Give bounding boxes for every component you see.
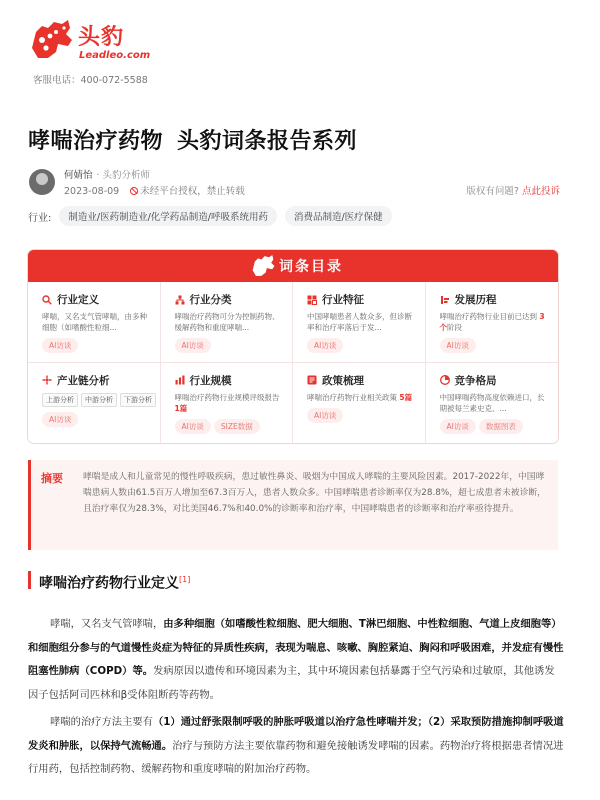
- author-role: · 头豹分析师: [96, 170, 151, 181]
- ai-interview-pill[interactable]: AI访谈: [175, 419, 211, 434]
- ai-interview-pill[interactable]: AI访谈: [440, 419, 476, 434]
- catalog-grid: [28, 282, 558, 443]
- report-title: 哮喘治疗药物: [28, 129, 164, 154]
- industry-label: 行业:: [28, 212, 52, 224]
- report-series: 头豹词条报告系列: [177, 129, 358, 154]
- chain-chips: [42, 393, 160, 407]
- catalog-item-desc: 哮喘，又名支气管哮喘，由多种细胞（如嗜酸性粒细...: [42, 312, 147, 332]
- ai-interview-pill[interactable]: AI访谈: [307, 408, 343, 423]
- industry-tags: [28, 206, 392, 226]
- catalog-panel: [28, 250, 558, 443]
- policy-icon: [307, 375, 317, 385]
- data-chart-pill[interactable]: 数据图表: [479, 419, 523, 434]
- catalog-item-title: 产业链分析: [57, 374, 110, 387]
- no-entry-icon: [130, 187, 138, 195]
- author-name[interactable]: 何婧怡: [64, 170, 93, 181]
- author-line: [64, 167, 150, 181]
- catalog-item-title: 政策梳理: [322, 374, 364, 387]
- catalog-item-desc: 中国哮喘药物高度依赖进口，长期被每兰素史克、...: [439, 392, 545, 413]
- chain-icon: [42, 375, 52, 385]
- repost-notice: 未经平台授权，禁止转载: [130, 186, 245, 197]
- catalog-item-title: 行业规模: [189, 374, 232, 387]
- catalog-item-desc: 哮喘治疗药物可分为控制药物、缓解药物和重度哮喘...: [174, 312, 280, 332]
- catalog-item-title: 行业特征: [322, 294, 364, 306]
- copyright-question: 版权有问题?: [466, 186, 519, 197]
- reference-marker[interactable]: [1]: [179, 575, 191, 584]
- catalog-item-chain[interactable]: [28, 363, 161, 444]
- definition-paragraph: 哮喘，又名支气管哮喘，由多种细胞（如嗜酸性粒细胞、肥大细胞、T淋巴细胞、中性粒细胞、气道上皮细胞等）和细胞组分参与的气道慢性炎症为特征的异质性疾病，表现为喘息、咳嗽、胸腔紧迫、胸闷和呼吸困难，并发症有慢性阻塞性肺病（COPD）等。发病原因以遗传和环境因素为主，其中环境因素包括暴露于空气污染和过敏原，其他诱发因子包括阿司匹林和β受体阻断药等药物。: [28, 618, 564, 701]
- ai-interview-pill[interactable]: AI访谈: [175, 338, 211, 353]
- page-title: [28, 124, 357, 155]
- hierarchy-icon: [175, 295, 185, 305]
- pie-icon: [440, 375, 450, 385]
- publish-meta: [64, 183, 245, 197]
- catalog-item-competition[interactable]: [426, 363, 559, 444]
- grid-icon: [307, 295, 317, 305]
- catalog-item-definition[interactable]: [28, 282, 161, 363]
- brand-name: 头豹: [78, 25, 125, 50]
- catalog-item-title: 竞争格局: [454, 374, 497, 387]
- ai-interview-pill[interactable]: AI访谈: [307, 338, 343, 353]
- midstream-chip[interactable]: 中游分析: [81, 393, 117, 407]
- ai-interview-pill[interactable]: AI访谈: [42, 338, 78, 353]
- leadleo-logo[interactable]: [28, 14, 158, 68]
- catalog-header: [28, 250, 558, 282]
- customer-hotline: 客服电话：400-072-5588: [33, 75, 148, 86]
- size-data-pill[interactable]: SIZE数据: [214, 419, 260, 434]
- catalog-item-title: 行业分类: [189, 294, 232, 306]
- ai-interview-pill[interactable]: AI访谈: [42, 412, 78, 427]
- catalog-item-desc: 中国哮喘患者人数众多，但诊断率和治疗率落后于发...: [307, 312, 412, 332]
- catalog-item-desc: 哮喘治疗药物行业目前已达到 3个阶段: [439, 312, 545, 332]
- bar-chart-icon: [175, 375, 185, 385]
- brand-site: Leadleo.com: [79, 50, 151, 61]
- industry-tag[interactable]: 消费品制造/医疗保健: [285, 206, 392, 226]
- catalog-item-policy[interactable]: [293, 363, 426, 444]
- complaint-link[interactable]: 点此投诉: [521, 186, 560, 197]
- publish-date: 2023-08-09: [64, 186, 120, 197]
- magnifier-icon: [42, 295, 52, 305]
- industry-tag[interactable]: 制造业/医药制造业/化学药品制造/呼吸系统用药: [59, 206, 277, 226]
- section-title: 哮喘治疗药物行业定义[1]: [28, 571, 190, 589]
- catalog-item-history[interactable]: [426, 282, 559, 363]
- abstract-label: 摘要: [41, 472, 63, 485]
- catalog-item-title: 行业定义: [57, 294, 99, 306]
- leopard-logo-icon: [28, 18, 74, 62]
- catalog-title: 词条目录: [279, 259, 343, 275]
- catalog-item-scale[interactable]: [161, 363, 294, 444]
- timeline-icon: [440, 295, 450, 305]
- catalog-item-title: 发展历程: [454, 294, 497, 306]
- catalog-item-features[interactable]: [293, 282, 426, 363]
- treatment-paragraph: 哮喘的治疗方法主要有（1）通过舒张限制呼吸的肿胀呼吸道以治疗急性哮喘并发；（2）采取预防措施抑制呼吸道发炎和肿胀，以保持气流畅通。治疗与预防方法主要依靠药物和避免接触诱发哮喘的因素。药物治疗将根据患者情况进行用药，包括控制药物、缓解药物和重度哮喘的附加治疗药物。: [28, 716, 564, 775]
- abstract-text: 哮喘是成人和儿童常见的慢性呼吸疾病，患过敏性鼻炎、吸烟为中国成人哮喘的主要风险因素。2017-2022年，中国哮喘患病人数由61.5百万人增加至67.3百万人，患者人数众多。中国哮喘患者诊断率仅为28.8%，超七成患者未被诊断，且治疗率仅为28.3%，对比美国46.7%和40.0%的诊断率和治疗率，中国哮喘患者的诊断率和治疗率亟待提升。: [83, 472, 546, 514]
- upstream-chip[interactable]: 上游分析: [42, 393, 78, 407]
- downstream-chip[interactable]: 下游分析: [120, 393, 156, 407]
- leopard-logo-icon: [250, 254, 276, 278]
- catalog-item-classification[interactable]: [161, 282, 294, 363]
- ai-interview-pill[interactable]: AI访谈: [440, 338, 476, 353]
- abstract-box: [28, 460, 558, 550]
- catalog-item-desc: 哮喘治疗药物行业规模评级报告 1篇: [174, 392, 280, 413]
- author-avatar[interactable]: [29, 169, 55, 195]
- catalog-item-desc: 哮喘治疗药物行业相关政策 5篇: [307, 392, 413, 402]
- copyright-complaint: [466, 183, 560, 197]
